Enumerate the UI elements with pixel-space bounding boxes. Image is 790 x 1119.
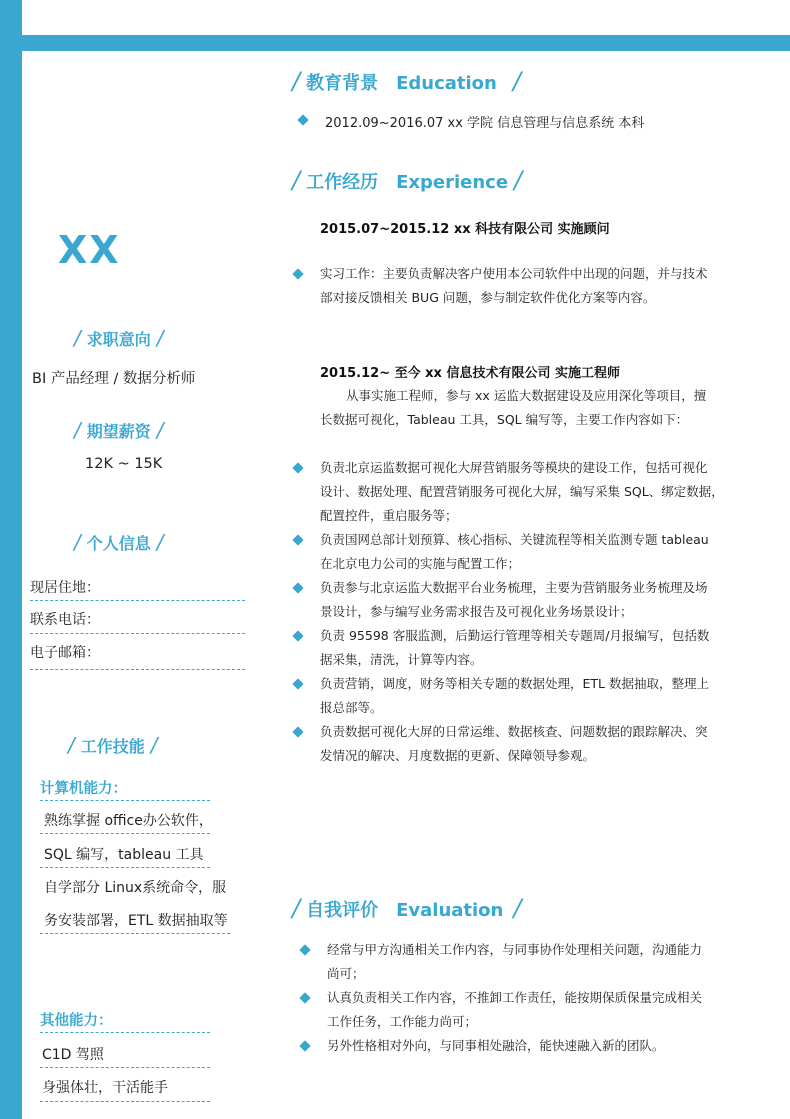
divider [40,1067,210,1068]
bullet-diamond-icon [292,534,303,545]
bullet-diamond-icon [292,726,303,737]
divider [40,833,210,834]
evaluation-bullet: 另外性格相对外向，与同事相处融洽，能快速融入新的团队。 [327,1038,665,1053]
slash-decoration: / [74,326,81,350]
candidate-name: XX [58,228,121,272]
job-intent-heading: / 求职意向 / [74,326,164,350]
job2-bullet: 负责营销，调度，财务等相关专题的数据处理，ETL 数据抽取，整理上 报总部等。 [320,676,709,715]
salary-heading: / 期望薪资 / [74,418,164,442]
education-heading: / 教育背景 Education / [292,67,521,95]
bullet-diamond-icon [299,1040,310,1051]
job1-bullet: 实习工作：主要负责解决客户使用本公司软件中出现的问题，并与技术 部对接反馈相关 BUG 问题，参与制定软件优化方案等内容。 [320,266,708,305]
computer-skills-heading: 计算机能力： [40,781,127,797]
divider [40,1101,210,1102]
divider [30,669,245,670]
phone-field: 联系电话： [30,612,100,628]
other-skills-heading: 其他能力： [40,1013,113,1029]
evaluation-heading: / 自我评价 Evaluation / [292,894,522,922]
email-field: 电子邮箱： [30,645,100,661]
experience-heading: / 工作经历 Experience / [292,166,523,194]
bullet-diamond-icon [297,114,308,125]
divider [40,800,210,801]
job2-bullet: 负责参与北京运监大数据平台业务梳理，主要为营销服务业务梳理及场 景设计，参与编写业务需求报告及可视化业务场景设计； [320,580,708,619]
computer-skill-item: SQL 编写，tableau 工具 [44,847,204,863]
evaluation-bullet: 认真负责相关工作内容，不推卸工作责任，能按期保质保量完成相关 工作任务，工作能力尚可； [327,990,703,1029]
other-skill-item: C1D 驾照 [42,1047,104,1063]
job2-title: 2015.12~ 至今 xx 信息技术有限公司 实施工程师 [320,366,620,381]
slash-decoration: / [156,326,164,350]
bullet-diamond-icon [292,630,303,641]
job2-bullet: 负责北京运监数据可视化大屏营销服务等模块的建设工作，包括可视化 设计、数据处理、配置营销服务可视化大屏，编写采集 SQL、绑定数据， 配置控件，重启服务等； [320,460,724,523]
education-entry: 2012.09~2016.07 xx 学院 信息管理与信息系统 本科 [325,116,645,131]
divider [40,1032,210,1033]
job-intent-value: BI 产品经理 / 数据分析师 [32,371,196,387]
other-skill-item: 身强体壮，干活能手 [42,1080,168,1096]
residence-field: 现居住地： [30,580,100,596]
bullet-diamond-icon [292,462,303,473]
divider [30,600,245,601]
evaluation-bullet: 经常与甲方沟通相关工作内容，与同事协作处理相关问题，沟通能力 尚可； [327,942,703,981]
computer-skill-item: 务安装部署，ETL 数据抽取等 [44,913,228,929]
divider [40,933,230,934]
bullet-diamond-icon [292,678,303,689]
top-accent-bar [22,35,790,51]
job2-bullet: 负责数据可视化大屏的日常运维、数据核查、问题数据的跟踪解决、突 发情况的解决、月度数据的更新、保障领导参观。 [320,724,708,763]
computer-skill-item: 自学部分 Linux系统命令，服 [44,880,227,896]
job2-bullet: 负责 95598 客服监测，后勤运行管理等相关专题周/月报编写，包括数 据采集，清洗，计算等内容。 [320,628,710,667]
personal-info-heading: / 个人信息 / [74,530,164,554]
divider [30,633,245,634]
job2-intro: 从事实施工程师，参与 xx 运监大数据建设及应用深化等项目，擅 长数据可视化，Tableau 工具，SQL 编写等，主要工作内容如下： [320,388,707,427]
job2-bullet: 负责国网总部计划预算、核心指标、关键流程等相关监测专题 tableau 在北京电力公司的实施与配置工作； [320,532,709,571]
bullet-diamond-icon [299,992,310,1003]
bullet-diamond-icon [292,582,303,593]
skills-heading: / 工作技能 / [68,733,158,757]
bullet-diamond-icon [292,268,303,279]
computer-skill-item: 熟练掌握 office办公软件， [44,813,213,829]
job1-title: 2015.07~2015.12 xx 科技有限公司 实施顾问 [320,222,610,237]
bullet-diamond-icon [299,944,310,955]
divider [40,867,210,868]
salary-value: 12K ~ 15K [85,456,163,472]
left-accent-bar [0,0,22,1119]
